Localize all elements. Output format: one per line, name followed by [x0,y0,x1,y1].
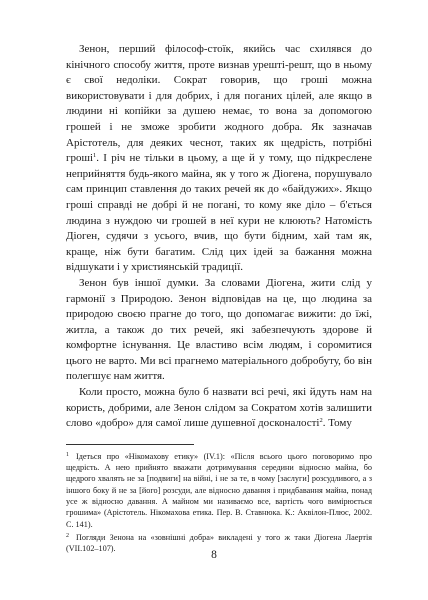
footnote-1 [66,451,372,530]
paragraph-1-text-a: Зенон, перший філософ-стоїк, якийсь час схилявся до кінічного способу життя, проте визнав урешті-решт, що в ньому є свої недоліки. Сократ говорив, що гроші можна використовувати і для добрих, і для поганих цілей, але якщо в людини ні копійки за душею немає, то вона за допомогою грошей і не зможе зробити жодного добра. Як зазначав Арістотель, для деяких чеснот, таких як щедрість, потрібні гроші [66,43,372,165]
footnote-1-text: Ідеться про «Нікомахову етику» (IV.1): «Після всього цього поговоримо про щедрість. А нею прийнято вважати дотримування середини відносно майна, бо щедрого хвалять не за [подвиги] на війні, і не за те, в чому [заслуги] розсудливого, а з іншого боку й не за [його] розсуди, але відносно давання і придбавання майна, понад усе ж відносно давання. А майном ми називаємо все, вартість чого вимірюється грошима» (Арістотель. Нікомахова етика. Пер. В. Ставнюка. К.: Аквілон-Плюс, 2002. С. 141). [66,451,372,529]
footnote-2-mark: 2 [66,532,69,539]
footnote-divider [66,444,194,445]
footnote-1-mark: 1 [66,451,69,458]
footnote-ref-1[interactable]: 1 [93,152,97,160]
body-paragraph-1 [66,42,372,276]
page-body [66,42,372,555]
paragraph-3-text-b: . Тому [322,417,352,430]
paragraph-2-text: Зенон був іншої думки. За словами Діогена, жити слід у гармонії з Природою. Зенон відповідав на це, що людина за природою своєю прагне до того, що допомагає вижити: до їжі, житла, а також до тих речей, які забезпечують здорове й комфортне існування. Це властиво всім людям, і соромитися цього не варто. Ми всі прагнемо матеріального добробуту, бо він полегшує нам життя. [66,276,372,383]
footnote-2-text: Погляди Зенона на «зовнішні добра» викладені у того ж таки Діогена Лаертія (VII.102–107). [66,532,372,554]
paragraph-3-text-a: Коли просто, можна було б назвати всі речі, які йдуть нам на користь, добрими, але Зенон слідом за Сократом хотів залишити слово «добро» для самої лише душевної досконалості [66,386,372,430]
body-paragraph-2 [66,276,372,385]
body-paragraph-3 [66,385,372,432]
footnote-ref-2[interactable]: 2 [319,417,323,425]
paragraph-1-text-b: . І річ не тільки в цьому, а ще й у тому, що підкреслене неприйняття будь-якого майна, як у того ж Діогена, порушувало сам принцип ставлення до таких речей як до «байдужих». Якщо гроші справді не добрі й не погані, то кому яке діло – б'ється людина з нуждою чи грошей в неї кури не клюють? Натомість Діоген, судячи з усього, вчив, що бути бідним, хай там як, краще, ніж бути багатим. Слід цих ідей за бажання можна відшукати і у християнській традиції. [66,152,372,274]
page-number: 8 [211,549,217,561]
